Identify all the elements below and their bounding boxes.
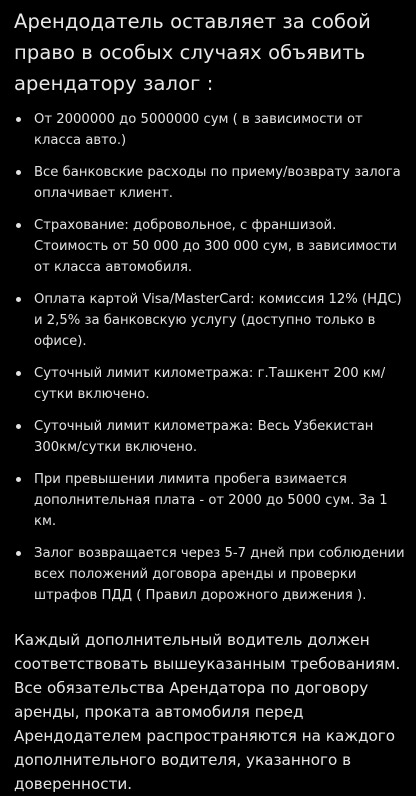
term-text: При превышении лимита пробега взимается дополнительная плата - от 2000 до 5000 сум. За 1 км. [34,472,388,529]
bullet-icon [16,551,21,556]
term-item [14,215,406,278]
bullet-icon [16,297,21,302]
bullet-icon [16,477,21,482]
deposit-heading: Арендодатель оставляет за собой право в особых случаях объявить арендатору залог : [14,10,371,95]
bullet-icon [16,223,21,228]
term-text: Залог возвращается через 5-7 дней при соблюдении всех положений договора аренды и проверки штрафов ПДД ( Правил дорожного движения ). [34,546,405,603]
term-item [14,109,406,151]
term-text: От 2000000 до 5000000 сум ( в зависимости от класса авто.) [34,112,363,148]
bullet-icon [16,117,21,122]
bullet-icon [16,170,21,175]
bullet-icon [16,371,21,376]
bullet-icon [16,424,21,429]
term-item [14,363,406,405]
term-text: Оплата картой Visa/MasterCard: комиссия 12% (НДС) и 2,5% за банковскую услугу (доступно только в офисе). [34,292,402,349]
term-item [14,162,406,204]
term-text: Суточный лимит километража: г.Ташкент 200 км/сутки включено. [34,366,386,402]
term-item [14,289,406,352]
term-text: Все банковские расходы по приему/возврату залога оплачивает клиент. [34,165,401,201]
term-item [14,469,406,532]
additional-driver-note: Каждый дополнительный водитель должен соответствовать вышеуказанным требованиям. Все обязательства Арендатора по договору аренды, проката автомобиля перед Арендодателем распространяются на каждого дополнительного водителя, указанного в доверенности. [14,631,401,793]
term-item [14,416,406,458]
term-text: Страхование: добровольное, с франшизой. Стоимость от 50 000 до 300 000 сум, в зависимости от класса автомобиля. [34,218,397,275]
terms-list [14,109,406,606]
term-item [14,543,406,606]
term-text: Суточный лимит километража: Весь Узбекистан 300км/сутки включено. [34,419,374,455]
